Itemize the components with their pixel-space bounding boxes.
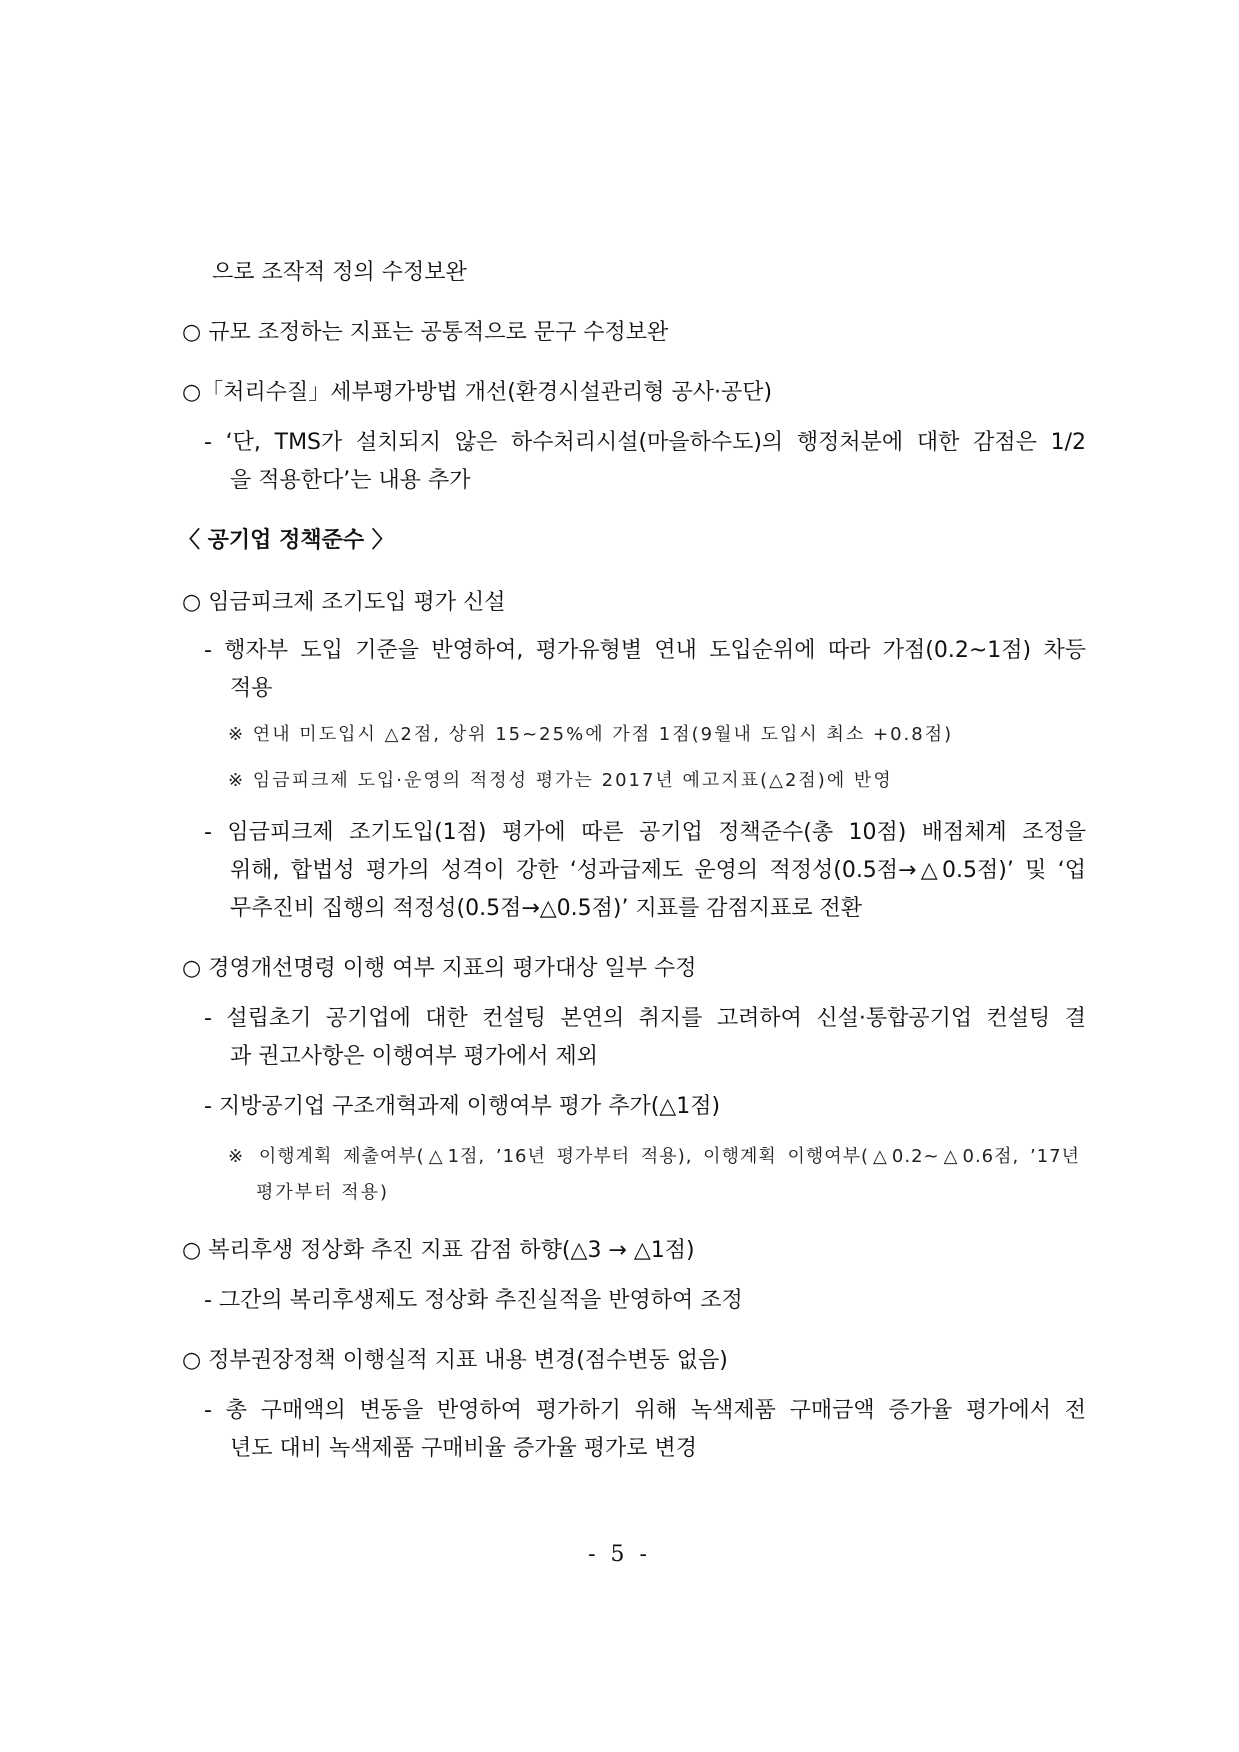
section-heading: 〈 공기업 정책준수 〉 — [178, 528, 394, 553]
note-item: 평가부터 적용) — [256, 1182, 390, 1203]
dash-item: - 지방공기업 구조개혁과제 이행여부 평가 추가(△1점) — [204, 1094, 721, 1119]
note-item: ※ 임금피크제 도입·운영의 적정성 평가는 2017년 예고지표(△2점)에 반영 — [228, 770, 893, 791]
dash-item: - 임금피크제 조기도입(1점) 평가에 따른 공기업 정책준수(총 10점) 배점체계 조정을 — [204, 820, 1086, 845]
text-line: 과 권고사항은 이행여부 평가에서 제외 — [230, 1044, 599, 1069]
page-number: - 5 - — [588, 1542, 651, 1567]
text-line: 위해, 합법성 평가의 성격이 강한 ‘성과급제도 운영의 적정성(0.5점→△0.5점)’ 및 ‘업 — [230, 858, 1086, 883]
note-item: ※ 이행계획 제출여부(△1점, ’16년 평가부터 적용), 이행계획 이행여부(△0.2~△0.6점, ’17년 — [228, 1146, 1080, 1167]
bullet-item: ○ 정부권장정책 이행실적 지표 내용 변경(점수변동 없음) — [182, 1348, 728, 1373]
bullet-item: ○ 복리후생 정상화 추진 지표 감점 하향(△3 → △1점) — [182, 1238, 695, 1263]
dash-item: - 설립초기 공기업에 대한 컨설팅 본연의 취지를 고려하여 신설·통합공기업 컨설팅 결 — [204, 1006, 1086, 1031]
bullet-item: ○「처리수질」세부평가방법 개선(환경시설관리형 공사·공단) — [182, 380, 773, 405]
dash-item: - ‘단, TMS가 설치되지 않은 하수처리시설(마을하수도)의 행정처분에 대한 감점은 1/2 — [204, 430, 1086, 455]
dash-item: - 총 구매액의 변동을 반영하여 평가하기 위해 녹색제품 구매금액 증가율 평가에서 전 — [204, 1398, 1086, 1423]
text-line: 년도 대비 녹색제품 구매비율 증가율 평가로 변경 — [230, 1436, 698, 1461]
bullet-item: ○ 규모 조정하는 지표는 공통적으로 문구 수정보완 — [182, 320, 669, 345]
text-line: 무추진비 집행의 적정성(0.5점→△0.5점)’ 지표를 감점지표로 전환 — [230, 896, 862, 921]
text-line: 적용 — [230, 676, 273, 701]
text-line: 을 적용한다’는 내용 추가 — [230, 468, 471, 493]
note-item: ※ 연내 미도입시 △2점, 상위 15~25%에 가점 1점(9월내 도입시 최소 +0.8점) — [228, 724, 954, 745]
bullet-item: ○ 임금피크제 조기도입 평가 신설 — [182, 590, 506, 615]
bullet-item: ○ 경영개선명령 이행 여부 지표의 평가대상 일부 수정 — [182, 956, 697, 981]
text-line: 으로 조작적 정의 수정보완 — [212, 260, 467, 285]
dash-item: - 그간의 복리후생제도 정상화 추진실적을 반영하여 조정 — [204, 1288, 743, 1313]
dash-item: - 행자부 도입 기준을 반영하여, 평가유형별 연내 도입순위에 따라 가점(0.2~1점) 차등 — [204, 638, 1086, 663]
